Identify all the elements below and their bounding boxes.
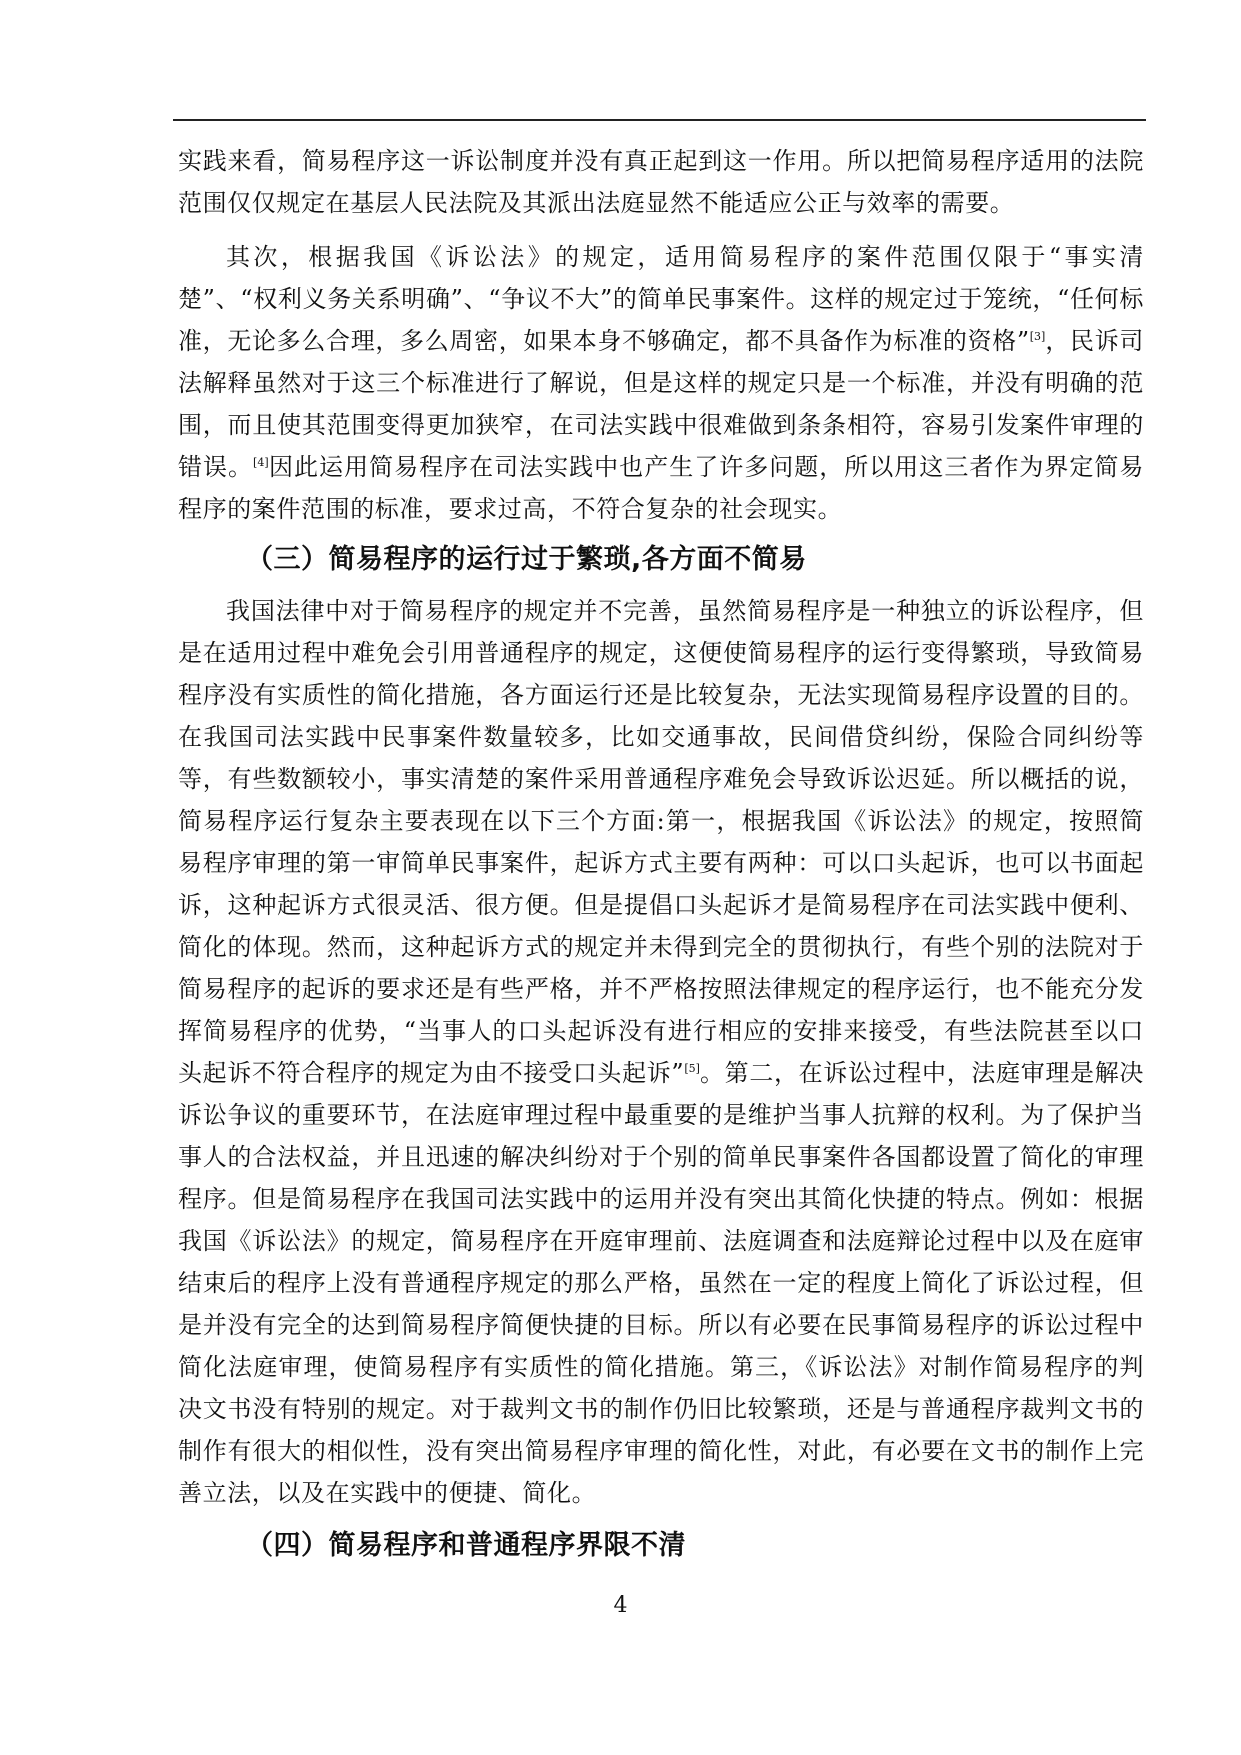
citation-ref-3: [3] xyxy=(1029,330,1046,343)
paragraph-1 xyxy=(178,140,1144,224)
paragraph-2-text-a: 其次，根据我国《诉讼法》的规定，适用简易程序的案件范围仅限于“事实清楚”、“权利义务关系明确”、“争议不大”的简单民事案件。这样的规定过于笼统，“任何标准，无论多么合理，多么周密，如果本身不够确定，都不具备作为标准的资格” xyxy=(178,243,1144,355)
paragraph-2-text-b: ，民诉司法解释虽然对于这三个标准进行了解说，但是这样的规定只是一个标准，并没有明确的范围，而且使其范围变得更加狭窄，在司法实践中很难做到条条相符，容易引发案件审理的错误。 xyxy=(178,327,1144,481)
body-text xyxy=(178,140,1144,1566)
paragraph-1-text: 实践来看，简易程序这一诉讼制度并没有真正起到这一作用。所以把简易程序适用的法院范围仅仅规定在基层人民法院及其派出法庭显然不能适应公正与效率的需要。 xyxy=(178,147,1144,217)
paragraph-3 xyxy=(178,590,1144,1514)
paragraph-3-text-b: 。第二，在诉讼过程中，法庭审理是解决诉讼争议的重要环节，在法庭审理过程中最重要的是维护当事人抗辩的权利。为了保护当事人的合法权益，并且迅速的解决纠纷对于个别的简单民事案件各国都设置了简化的审理程序。但是简易程序在我国司法实践中的运用并没有突出其简化快捷的特点。例如：根据我国《诉讼法》的规定，简易程序在开庭审理前、法庭调查和法庭辩论过程中以及在庭审结束后的程序上没有普通程序规定的那么严格，虽然在一定的程度上简化了诉讼过程，但是并没有完全的达到简易程序简便快捷的目标。所以有必要在民事简易程序的诉讼过程中简化法庭审理，使简易程序有实质性的简化措施。第三，《诉讼法》对制作简易程序的判决文书没有特别的规定。对于裁判文书的制作仍旧比较繁琐，还是与普通程序裁判文书的制作有很大的相似性，没有突出简易程序审理的简化性，对此，有必要在文书的制作上完善立法，以及在实践中的便捷、简化。 xyxy=(178,1059,1144,1507)
section-heading-4: （四）简易程序和普通程序界限不清 xyxy=(246,1530,686,1561)
citation-ref-5: [5] xyxy=(684,1062,700,1075)
section-heading-3: （三）简易程序的运行过于繁琐,各方面不简易 xyxy=(246,544,807,575)
paragraph-gap xyxy=(178,224,1144,236)
paragraph-2 xyxy=(178,236,1144,530)
paragraph-3-text-a: 我国法律中对于简易程序的规定并不完善，虽然简易程序是一种独立的诉讼程序，但是在适用过程中难免会引用普通程序的规定，这便使简易程序的运行变得繁琐，导致简易程序没有实质性的简化措施，各方面运行还是比较复杂，无法实现简易程序设置的目的。在我国司法实践中民事案件数量较多，比如交通事故，民间借贷纠纷，保险合同纠纷等等，有些数额较小，事实清楚的案件采用普通程序难免会导致诉讼迟延。所以概括的说，简易程序运行复杂主要表现在以下三个方面:第一，根据我国《诉讼法》的规定，按照简易程序审理的第一审简单民事案件，起诉方式主要有两种：可以口头起诉，也可以书面起诉，这种起诉方式很灵活、很方便。但是提倡口头起诉才是简易程序在司法实践中便利、简化的体现。然而，这种起诉方式的规定并未得到完全的贯彻执行，有些个别的法院对于简易程序的起诉的要求还是有些严格，并不严格按照法律规定的程序运行，也不能充分发挥简易程序的优势，“当事人的口头起诉没有进行相应的安排来接受，有些法院甚至以口头起诉不符合程序的规定为由不接受口头起诉” xyxy=(178,597,1144,1087)
citation-ref-4: [4] xyxy=(253,456,269,469)
page-number: 4 xyxy=(613,1593,628,1618)
paragraph-2-text-c: 因此运用简易程序在司法实践中也产生了许多问题，所以用这三者作为界定简易程序的案件范围的标准，要求过高，不符合复杂的社会现实。 xyxy=(178,453,1144,523)
header-rule xyxy=(173,119,1146,121)
